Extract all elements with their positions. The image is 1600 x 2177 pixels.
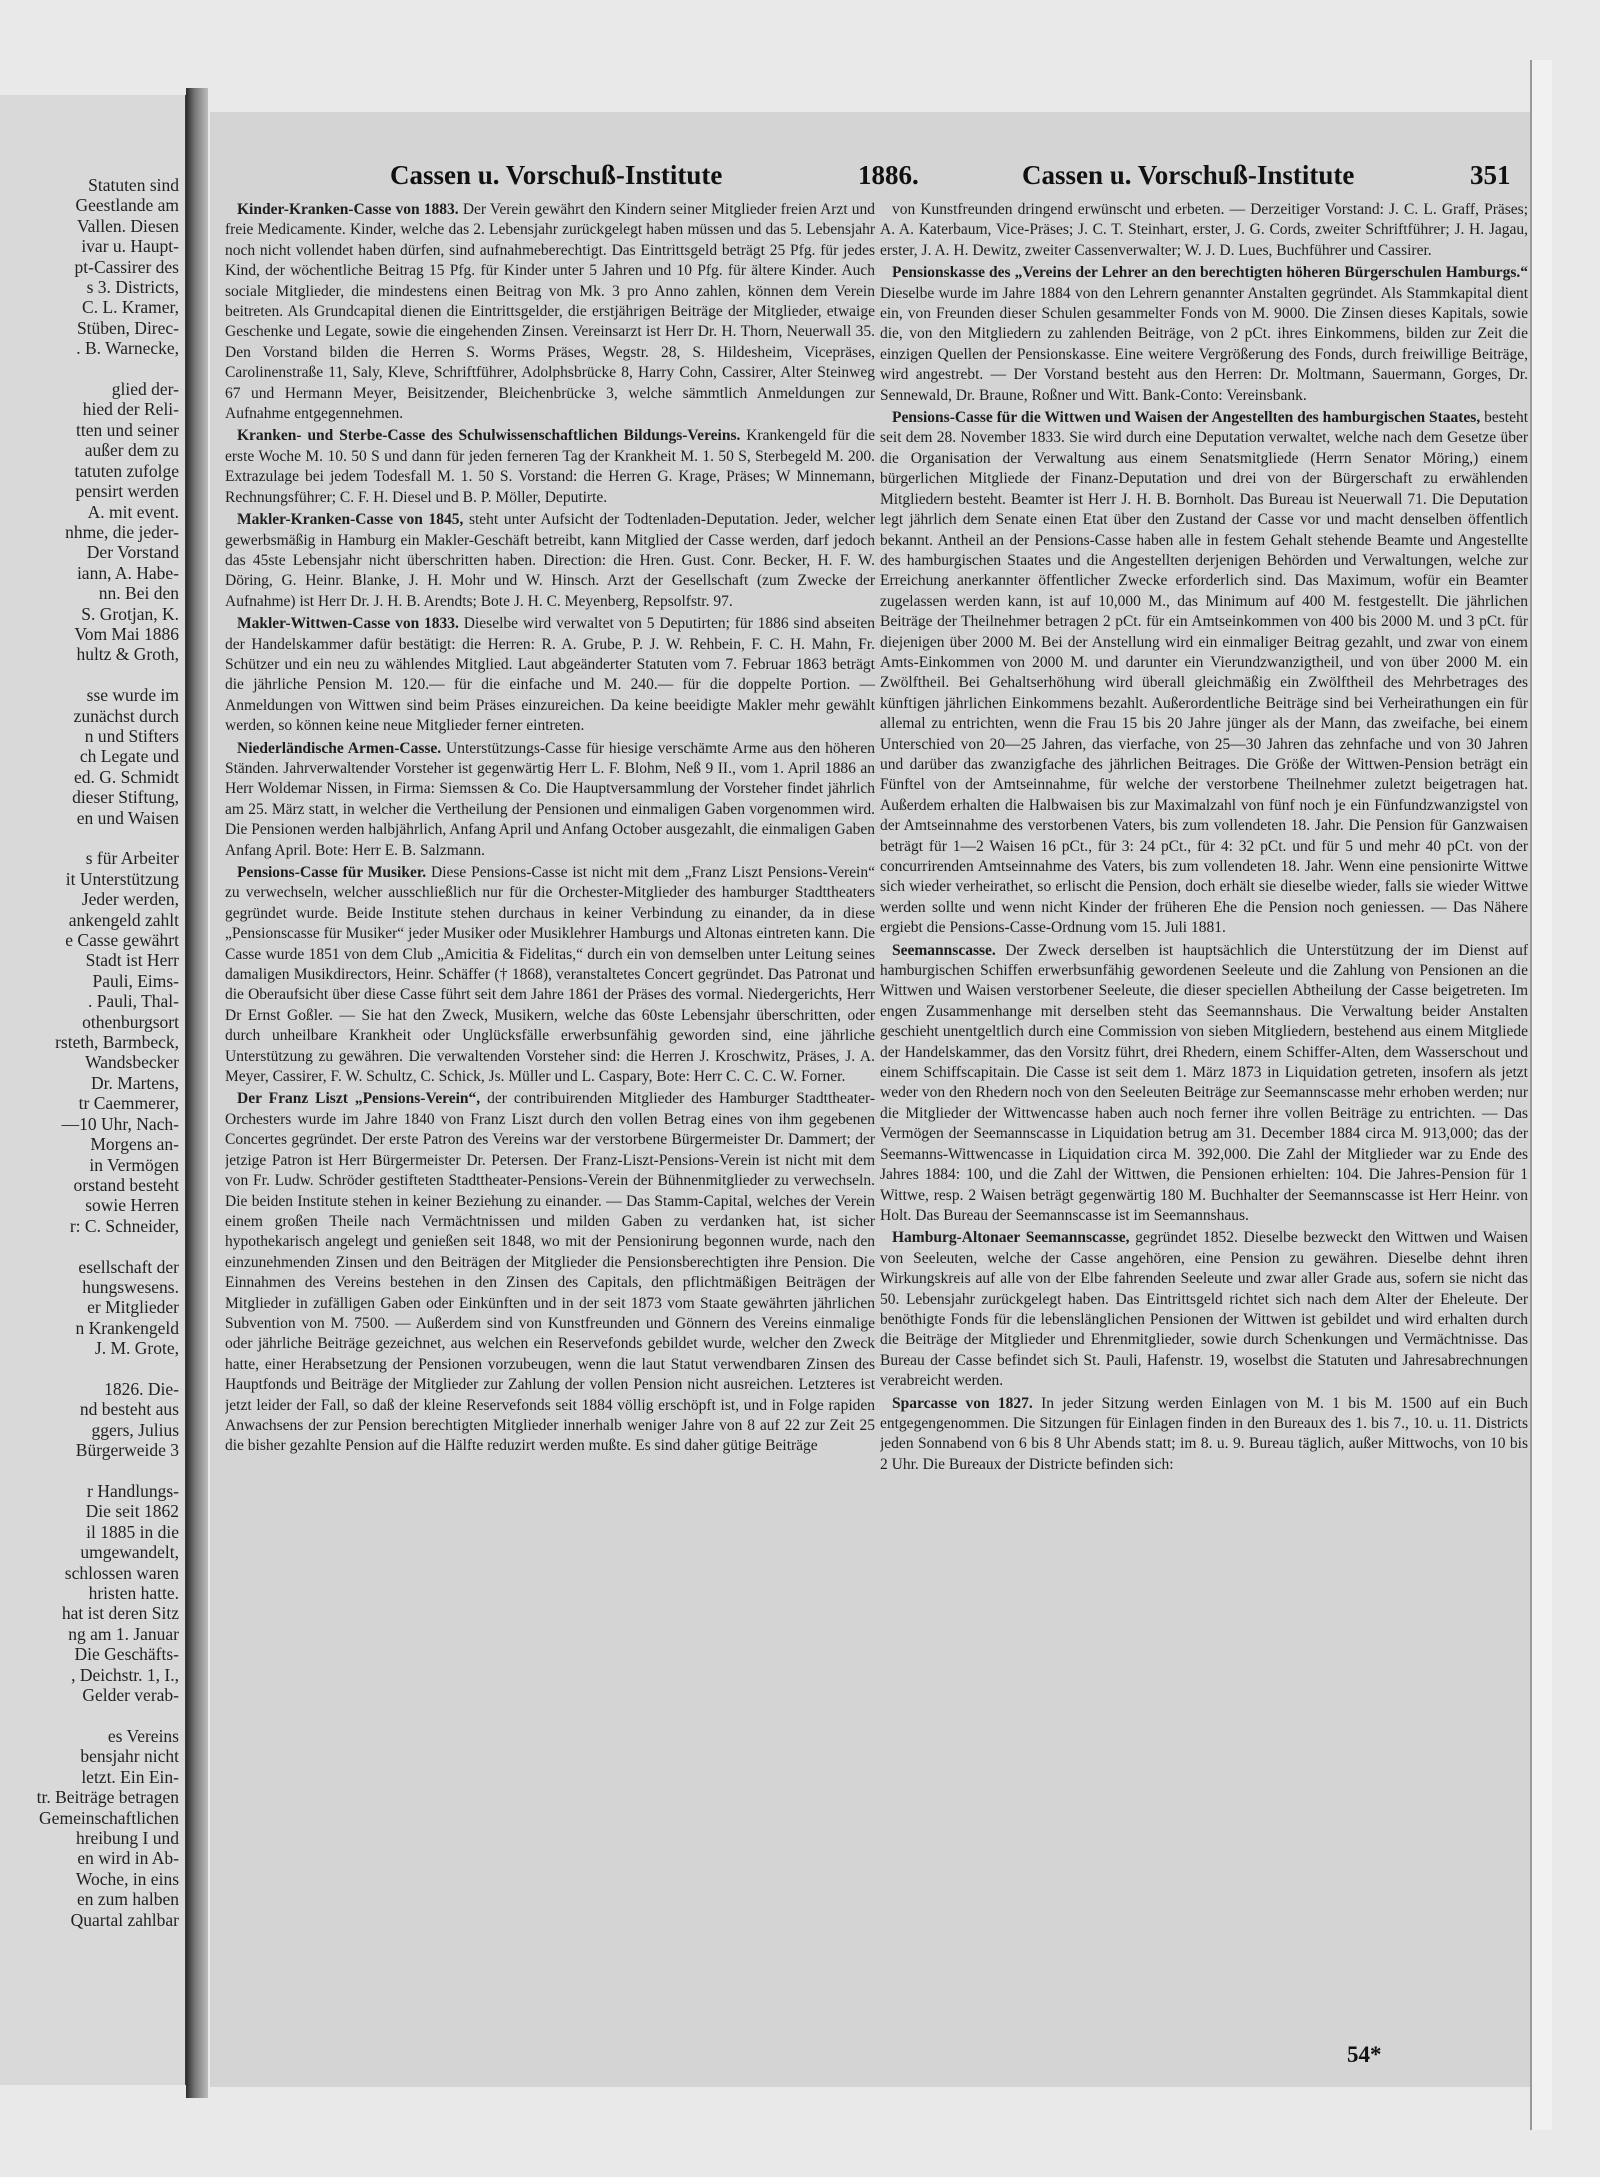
entry-heading: Pensionskasse des „Vereins der Lehrer an den berechtigten höheren Bürgerschulen Hamburgs.“: [892, 264, 1528, 282]
left-fragment-line: [0, 1461, 185, 1481]
article-entry: [225, 1089, 875, 1456]
left-fragment-line: hungswesens.: [82, 1276, 179, 1297]
entry-text: gegründet 1852. Dieselbe bezweckt den Wittwen und Waisen von Seeleuten, welche der Casse angehören, eine Pension zu gewähren. Dieselbe dehnt ihren Wirkungskreis auf alle von der Elbe fahrenden Seeleute und zwar aller Grade aus, sofern sie nicht das 50. Lebensjahr zurückgelegt haben. Das Eintrittsgeld richtet sich nach dem Alter der Eheleute. Der benöthigte Fonds für die lebenslänglichen Pensionen der Wittwen ist gebildet und wird erhalten durch die Beiträge der Mitglieder und Ehrenmitglieder, sowie durch Schenkungen und Vermächtnisse. Das Bureau der Casse befindet sich St. Pauli, Hafenstr. 19, woselbst die Statuten und Jahresabrechnungen verabreicht werden.: [880, 1229, 1528, 1390]
article-entry: [225, 739, 875, 861]
left-fragment-line: A. mit event.: [87, 501, 179, 522]
left-fragment-line: bensjahr nicht: [80, 1746, 179, 1767]
left-fragment-line: —10 Uhr, Nach-: [61, 1113, 179, 1134]
article-entry: [225, 863, 875, 1087]
left-fragment-line: hat ist deren Sitz: [61, 1603, 179, 1624]
article-entry: [880, 263, 1528, 406]
left-fragment-line: hristen hatte.: [88, 1583, 179, 1604]
left-fragment-line: dieser Stiftung,: [72, 787, 179, 808]
entry-text: steht unter Aufsicht der Todtenladen-Deputation. Jeder, welcher gewerbsmäßig in Hamburg ein Makler-Geschäft betreibt, kann Mitglied der Casse werden, darf jedoch das 45ste Lebensjahr nicht überschritten haben. Direction: die Hren. Gust. Conr. Becker, H. F. W. Döring, G. Heinr. Blanke, J. H. Mohr und W. Hinsch. Arzt der Gesellschaft (zum Zwecke der Aufnahme) ist Herr Dr. J. H. B. Arendts; Bote J. H. C. Meyenberg, Repsolfstr. 97.: [225, 511, 875, 610]
left-fragment-line: [0, 665, 185, 685]
left-fragment-line: en und Waisen: [76, 807, 179, 828]
left-fragment-line: ggers, Julius: [91, 1419, 179, 1440]
left-fragment-line: 1826. Die-: [104, 1378, 179, 1399]
article-entry: [225, 426, 875, 508]
left-fragment-line: n und Stifters: [84, 725, 179, 746]
left-fragment-line: hreibung I und: [75, 1827, 179, 1848]
left-fragment-line: glied der-: [111, 379, 179, 400]
left-fragment-line: Morgens an-: [90, 1134, 179, 1155]
entry-text: Krankengeld für die erste Woche M. 10. 50 S und dann für jeden ferneren Tag der Krankheit M. 1. 50 S, Sterbegeld M. 200. Extrazulage bei jedem Todesfall M. 1. 50 S. Vorstand: die Herren G. Krage, Präses; W Minnemann, Rechnungsführer; C. F. H. Diesel und B. P. Möller, Deputirte.: [225, 427, 875, 506]
entry-heading: Makler-Kranken-Casse von 1845,: [237, 511, 464, 529]
entry-text: von Kunstfreunden dringend erwünscht und erbeten. — Derzeitiger Vorstand: J. C. L. Graff, Präses; A. A. Katerbaum, Vice-Präses; J. C. T. Steinhart, erster, J. G. Cords, zweiter Schriftführer; J. H. Jagau, erster, J. A. H. Dewitz, zweiter Cassenverwalter; W. J. D. Lues, Buchführer und Cassirer.: [880, 201, 1528, 259]
left-fragment-line: letzt. Ein Ein-: [81, 1766, 179, 1787]
left-fragment-line: [0, 1236, 185, 1256]
left-fragment-line: J. M. Grote,: [94, 1338, 179, 1359]
left-fragment-line: Quartal zahlbar: [70, 1909, 179, 1930]
left-fragment-line: umgewandelt,: [80, 1542, 179, 1563]
signature-mark: 54*: [1347, 2042, 1382, 2067]
left-fragment-line: hultz & Groth,: [76, 644, 179, 665]
entry-text: Dieselbe wurde im Jahre 1884 von den Lehrern genannter Anstalten gegründet. Als Stammkapital dient ein, von Freunden dieser Schulen gesammelter Fonds von M. 9000. Die Zinsen dieses Kapitals, sowie die, von den Mitgliedern zu zahlenden Beiträge, von 2 pCt. ihres Einkommens, bilden zur Zeit die einzigen Quellen der Pensionskasse. Eine weitere Vergrößerung des Fonds, durch freiwillige Beiträge, wird angestrebt. — Der Vorstand besteht aus den Herren: Dr. Moltmann, Sauermann, Gorges, Dr. Sennewald, Dr. Braune, Roßner und Witt. Bank-Conto: Vereinsbank.: [880, 284, 1528, 404]
left-fragment-line: Gemeinschaftlichen: [39, 1807, 179, 1828]
left-fragment-line: Der Vorstand: [86, 542, 179, 563]
left-fragment-line: tatuten zufolge: [74, 460, 179, 481]
left-fragment-line: Wandsbecker: [85, 1052, 179, 1073]
left-fragment-line: [0, 1359, 185, 1379]
article-entry: [880, 941, 1528, 1227]
left-fragment-line: [0, 359, 185, 379]
article-entry: [880, 408, 1528, 939]
left-fragment-line: ivar u. Haupt-: [81, 236, 179, 257]
left-fragment-line: rsteth, Barmbeck,: [55, 1032, 179, 1053]
left-fragment-line: Gelder verab-: [82, 1685, 179, 1706]
left-fragment-line: iann, A. Habe-: [76, 562, 179, 583]
entry-text: Der Verein gewährt den Kindern seiner Mitglieder freien Arzt und freie Medicamente. Kinder, welche das 2. Lebensjahr zurückgelegt haben müssen und das 5. Lebensjahr noch nicht vollendet haben dürfen, sind aufnahmeberechtigt. Das Eintrittsgeld beträgt 25 Pfg. für jedes Kind, der wöchentliche Beitrag 15 Pfg. für Kinder unter 5 Jahren und 10 Pfg. für ältere Kinder. Auch sociale Mitglieder, die mindestens einen Beitrag von Mk. 3 pro Anno zahlen, können dem Verein beitreten. Als Grundcapital dienen die Eintrittsgelder, die erstjährigen Beiträge der Mitglieder, etwaige Geschenke und Legate, sowie die eingehenden Zinsen. Vereinsarzt ist Herr Dr. H. Thorn, Neuerwall 35. Den Vorstand bilden die Herren S. Worms Präses, Wegstr. 28, S. Hildesheim, Vicepräses, Carolinenstraße 11, Saly, Kleve, Schriftführer, Adolphsbrücke 8, Harry Cohn, Cassirer, Alter Steinweg 67 und Hermann Meyer, Beisitzender, Bleichenbrücke 3, welche sämmtlich Anmeldungen zur Aufnahme entgegennehmen.: [225, 201, 875, 423]
running-head-left: Cassen u. Vorschuß-Institute: [390, 160, 723, 190]
entry-heading: Kinder-Kranken-Casse von 1883.: [237, 201, 459, 218]
entry-heading: Pensions-Casse für Musiker.: [237, 864, 427, 881]
entry-heading: Hamburg-Altonaer Seemannscasse,: [892, 1229, 1130, 1247]
entry-heading: Makler-Wittwen-Casse von 1833.: [237, 615, 459, 633]
left-fragment-line: r: C. Schneider,: [69, 1215, 179, 1236]
left-fragment-line: pt-Cassirer des: [74, 256, 179, 277]
entry-heading: Sparcasse von 1827.: [892, 1394, 1033, 1412]
left-fragment-line: nn. Bei den: [98, 583, 179, 604]
left-fragment-line: il 1885 in die: [86, 1521, 179, 1542]
left-fragment-line: ed. G. Schmidt: [74, 766, 179, 787]
left-fragment-line: Jeder werden,: [81, 889, 179, 910]
left-fragment-line: tr. Beiträge betragen: [36, 1787, 179, 1808]
article-entry: [225, 614, 875, 736]
entry-text: besteht seit dem 28. November 1833. Sie wird durch eine Deputation verwaltet, welche nach dem Gesetze über die Organisation der Verwaltung aus einem Senatsmitgliede (Herrn Senator Möring,) einem bürgerlichen Mitgliede der Finanz-Deputation und drei von der Bürgerschaft zu erwählenden Mitgliedern besteht. Beamter ist Herr J. H. B. Bornholt. Das Bureau ist Neuerwall 71. Die Deputation legt jährlich dem Senate einen Etat über den Zustand der Casse vor und macht denselben öffentlich bekannt. Antheil an der Pensions-Casse haben alle in festem Gehalt stehende Beamte und Angestellte des hamburgischen Staates und die Angestellten derjenigen Behörden und Verwaltungen, welche zur Erreichung anerkannter öffentlicher Zwecke erforderlich sind. Das Maximum, wofür ein Beamter zugelassen werden kann, ist auf 10,000 M., das Minimum auf 400 M. festgestellt. Die jährlichen Beiträge der Theilnehmer betragen 2 pCt. für ein Amtseinkommen von 400 bis 2000 M. und 3 pCt. für diejenigen über 2000 M. Bei der Anstellung wird ein einmaliger Beitrag gezahlt, und zwar von einem Amts-Einkommen von 2000 M. und darunter ein Vierundzwanzigtheil, und von über 2000 M. ein Zwölftheil. Bei Gehaltserhöhung wird überall gleichmäßig ein Zwölftheil des Mehrbetrages des künftigen jährlichen Einkommens bezahlt. Außerordentliche Beiträge sind bei Verheirathungen ein für allemal zu entrichten, wenn die Frau 15 bis 20 Jahre jünger als der Mann, das zweifache, bei einem Unterschied von 20—25 Jahren, das vierfache, von 25—30 Jahren das zehnfache und von 30 Jahren und darüber das zwanzigfache des jährlichen Beitrages. Die Größe der Wittwen-Pension beträgt ein Fünftel von der Amtseinnahme, für welche der verstorbene Theilnehmer zuletzt beigetragen hat. Außerdem erhalten die Halbwaisen bis zur Maximalzahl von fünf noch je ein Fünfundzwanzigstel von der Amtseinnahme des verstorbenen Vaters, bis zum vollendeten 18. Jahr. Die Pension für Ganzwaisen beträgt für 1—2 Waisen 16 pCt., für 3: 24 pCt., für 4: 32 pCt. und für 5 und mehr 40 pCt. von der concurrirenden Amtseinnahme des Vaters, bis zum vollendeten 18. Jahr. Wenn eine pensionirte Wittwe sich wieder verheirathet, so erlischt die Pension, doch erhält sie dieselbe wieder, falls sie wieder Wittwe werden sollte und wenn nicht Kinder der früheren Ehe die Pension noch geniessen. — Das Nähere ergiebt die Pensions-Casse-Ordnung vom 15. Juli 1881.: [880, 409, 1528, 937]
left-fragment-line: s 3. Districts,: [86, 277, 179, 298]
book-gutter: [186, 88, 208, 2098]
left-fragment-line: orstand besteht: [73, 1174, 179, 1195]
text-column-right: [880, 200, 1528, 2080]
left-fragment-line: schlossen waren: [64, 1562, 179, 1583]
left-fragment-line: r Handlungs-: [87, 1481, 179, 1501]
left-fragment-line: hied der Reli-: [82, 399, 179, 420]
article-entry: [225, 200, 875, 424]
entry-heading: Niederländische Armen-Casse.: [237, 739, 442, 757]
left-fragment-line: S. Grotjan, K.: [81, 603, 179, 624]
left-fragment-line: Stüben, Direc-: [76, 317, 179, 338]
entry-heading: Seemannscasse.: [892, 941, 996, 959]
left-fragment-line: Pauli, Eims-: [92, 970, 179, 991]
entry-text: Dieselbe wird verwaltet von 5 Deputirten; für 1886 sind abseiten der Handelskammer dafür bestätigt: die Herren: R. A. Grube, P. J. W. Rehbein, F. C. H. Mahn, Fr. Schützer und ein neu zu wählendes Mitglied. Laut abgeänderter Statuten vom 7. Februar 1863 beträgt die jährliche Pension M. 120.— für die einfache und M. 240.— für die doppelte Portion. — Anmeldungen von Wittwen sind beim Präses einzureichen. Da keine beeidigte Makler mehr gewählt werden, so können keine neue Mitglieder ferner eintreten.: [225, 615, 875, 735]
left-fragment-line: zunächst durch: [73, 705, 179, 726]
left-fragment-line: othenburgsort: [82, 1011, 179, 1032]
left-fragment-line: es Vereins: [107, 1725, 179, 1746]
entry-text: In jeder Sitzung werden Einlagen von M. 1 bis M. 1500 auf ein Buch entgegengenommen. Die Sitzungen für Einlagen finden in den Bureaux des 1. bis 7., 10. u. 11. Districts jeden Sonnabend von 6 bis 8 Uhr Abends statt; im 8. u. 9. Bureau täglich, außer Mittwochs, von 10 bis 2 Uhr. Die Bureaux der Districte befinden sich:: [880, 1394, 1528, 1473]
page-number: 351: [1470, 160, 1511, 190]
left-fragment-line: , Deichstr. 1, I.,: [71, 1664, 179, 1685]
left-fragment-line: C. L. Kramer,: [82, 297, 179, 318]
left-fragment-line: nd besteht aus: [79, 1399, 179, 1420]
left-fragment-line: it Unterstützung: [65, 868, 179, 889]
entry-heading: Pensions-Casse für die Wittwen und Waisen der Angestellten des hamburgischen Staates,: [892, 409, 1481, 427]
entry-heading: Der Franz Liszt „Pensions-Verein“,: [237, 1090, 481, 1108]
left-fragment-line: Die Geschäfts-: [74, 1644, 179, 1665]
entry-text: Diese Pensions-Casse ist nicht mit dem „Franz Liszt Pensions-Verein“ zu verwechseln, welcher ausschließlich nur für die Orchester-Mitglieder des hamburger Stadttheaters gegründet wurde. Beide Institute stehen durchaus in keiner Verbindung zu einander, da in diese „Pensionscasse für Musiker“ jeder Musiker oder Musiklehrer Hamburgs und Altonas eintreten kann. Die Casse wurde 1851 von dem Club „Amicitia & Fidelitas,“ durch ein von demselben unter Leitung seines damaligen Musikdirectors, Heinr. Schäffer († 1868), veranstaltetes Concert gegründet. Das Patronat und die Oberaufsicht über diese Casse führt seit dem Jahre 1861 der Präses des vormal. Niedergerichts, Herr Dr Ernst Goßler. — Sie hat den Zweck, Musikern, welche das 60ste Lebensjahr überschritten, oder durch unheilbare Krankheit oder Unglücksfälle erwerbsunfähig geworden sind, eine jährliche Unterstützung zu gewähren. Die verwaltenden Vorsteher sind: die Herren J. Kroschwitz, Präses, J. A. Meyer, Cassirer, F. W. Schultz, C. Schick, Js. Müller und L. Caspary, Bote: Herr C. C. C. W. Forner.: [225, 864, 875, 1086]
left-fragment-line: ng am 1. Januar: [68, 1623, 179, 1644]
left-fragment-line: sse wurde im: [86, 685, 179, 706]
article-entry: [225, 510, 875, 612]
text-column-left: [225, 200, 875, 2080]
article-entry: [880, 1228, 1528, 1391]
left-fragment-line: . B. Warnecke,: [76, 338, 179, 359]
left-fragment-line: e Casse gewährt: [65, 930, 179, 951]
left-fragment-line: en wird in Ab-: [77, 1848, 179, 1869]
left-fragment-line: nhme, die jeder-: [65, 521, 179, 542]
left-fragment-line: s für Arbeiter: [85, 848, 179, 869]
left-fragment-line: en zum halben: [76, 1889, 179, 1910]
left-fragment-line: Vallen. Diesen: [76, 215, 179, 236]
left-fragment-line: . Pauli, Thal-: [87, 991, 179, 1012]
left-fragment-line: [0, 828, 185, 848]
left-fragment-line: in Vermögen: [89, 1154, 179, 1175]
left-fragment-line: Die seit 1862: [85, 1501, 179, 1522]
left-page-text: [0, 175, 185, 1930]
left-fragment-line: Dr. Martens,: [91, 1072, 179, 1093]
left-fragment-line: Vom Mai 1886: [74, 623, 179, 644]
left-fragment-line: außer dem zu: [84, 440, 179, 461]
left-fragment-line: ankengeld zahlt: [68, 909, 179, 930]
left-fragment-line: n Krankengeld: [75, 1317, 179, 1338]
entry-text: Unterstützungs-Casse für hiesige verschämte Arme aus den höheren Ständen. Jahrverwaltender Vorsteher ist gegenwärtig Herr L. F. Blohm, Neß 9 II., vom 1. April 1886 an Herr Woldemar Nissen, in Firma: Siemssen & Co. Die Hauptversammlung der Vorsteher findet jährlich am 25. März statt, in welcher die Vertheilung der Pensionen und einmaligen Gaben vorgenommen wird. Die Pensionen werden halbjährlich, Anfang April und Anfang October ausgezahlt, die einmaligen Gaben Anfang April. Bote: Herr E. B. Salzmann.: [225, 739, 875, 859]
entry-text: Der Zweck derselben ist hauptsächlich die Unterstützung der im Dienst auf hamburgischen Schiffen erwerbsunfähig gewordenen Seeleute und die Zahlung von Pensionen an die Wittwen und Waisen verstorbener Seeleute, die dieser speciellen Abtheilung der Casse beigetreten. Im engen Zusammenhange mit derselben steht das Seemannshaus. Die Verwaltung beider Anstalten geschieht unentgeltlich durch eine Commission von sieben Mitgliedern, bestehend aus einem Mitgliede der Handelskammer, das den Vorsitz führt, drei Rhedern, einem Schiffer-Alten, dem Wasserschout und einem Schiffscapitain. Die Casse ist seit dem 1. März 1873 in Liquidation getreten, insofern als jetzt weder von den Rhedern noch von den Seeleuten Beiträge zur Seemannscasse mehr erhoben werden; nur die Mitglieder der Wittwencasse haben auch noch ferner ihre vollen Beiträge zu entrichten. — Das Vermögen der Seemannscasse in Liquidation betrug am 31. December 1884 circa M. 913,000; das der Seemanns-Wittwencasse in Liquidation circa M. 392,000. Die Zahl der Mitglieder war zu Ende des Jahres 1884: 100, und die Zahl der Wittwen, die Pensionen erhielten: 104. Die Jahres-Pension für 1 Wittwe, resp. 2 Waisen beträgt gegenwärtig 180 M. Buchhalter der Seemannscasse ist Herr Heinr. von Holt. Das Bureau der Seemannscasse ist im Seemannshaus.: [880, 941, 1528, 1224]
article-entry: [880, 200, 1528, 261]
left-fragment-line: sowie Herren: [85, 1195, 179, 1216]
left-page-fragment: [0, 95, 188, 2085]
left-fragment-line: Bürgerweide 3: [75, 1440, 179, 1461]
left-fragment-line: tr Caemmerer,: [78, 1093, 179, 1114]
entry-text: der contribuirenden Mitglieder des Hamburger Stadttheater-Orchesters wurde im Jahre 1840 von Franz Liszt durch den vollen Betrag eines von ihm gegebenen Concertes gegründet. Der erste Patron des Vereins war der verstorbene Bürgermeister Dr. Dammert; der jetzige Patron ist Herr Bürgermeister Dr. Petersen. Der Franz-Liszt-Pensions-Verein ist nicht mit dem von Fr. Ludw. Schröder gestifteten Stadttheater-Pensions-Verein der Bühnenmitglieder zu verwechseln. Die beiden Institute stehen in keiner Beziehung zu einander. — Das Stamm-Capital, welches der Verein einem großen Theile nach Vermächtnissen und milden Gaben zu verdanken hat, ist sicher hypothekarisch angelegt und genießen seit 1848, wo mit der Pensionirung begonnen wurde, nach den einzunehmenden Zinsen und den Beiträgen der Mitglieder die Pensionsberechtigten ihre Pension. Die Einnahmen des Vereins bestehen in den Zinsen des Capitals, den pflichtmäßigen Beiträgen der Mitglieder in zufälligen Gaben oder Einkünften und in der seit 1873 vom Staate gewährten jährlichen Subvention von M. 7500. — Außerdem sind von Kunstfreunden und Gönnern des Vereins einmalige oder jährliche Beiträge gezeichnet, aus welchen ein Reservefonds gebildet wurde, welcher den Zweck hatte, einer Herabsetzung der Pensionen vorzubeugen, wenn die laut Statut verwendbaren Zinsen des Hauptfonds und Beiträge der Mitglieder zur Zahlung der vollen Pension nicht ausreichen. Letzteres ist jetzt leider der Fall, so daß der kleine Reservefonds seit 1884 völlig erschöpft ist, und in Folge rapiden Anwachsens der zur Pension berechtigten Mitglieder innerhalb weniger Jahre von 8 auf 22 zur Zeit 25 die bisher gezahlte Pension auf die Hälfte reduzirt werden mußte. Es sind daher gütige Beiträge: [225, 1090, 875, 1455]
left-fragment-line: [0, 1705, 185, 1725]
left-fragment-line: ch Legate und: [79, 746, 179, 767]
page-edge: [1530, 60, 1552, 2130]
left-fragment-line: esellschaft der: [78, 1256, 179, 1277]
article-entry: [880, 1394, 1528, 1476]
left-fragment-line: pensirt werden: [75, 481, 179, 502]
left-fragment-line: Geestlande am: [75, 195, 179, 216]
left-fragment-line: tten und seiner: [75, 419, 179, 440]
left-fragment-line: Woche, in eins: [75, 1868, 179, 1889]
left-fragment-line: Stadt ist Herr: [85, 950, 179, 971]
entry-heading: Kranken- und Sterbe-Casse des Schulwissenschaftlichen Bildungs-Vereins.: [237, 427, 741, 445]
running-head-year: 1886.: [858, 160, 919, 190]
left-fragment-line: er Mitglieder: [87, 1297, 179, 1318]
left-fragment-line: Statuten sind: [88, 175, 179, 195]
running-head-right: Cassen u. Vorschuß-Institute: [1022, 160, 1355, 190]
